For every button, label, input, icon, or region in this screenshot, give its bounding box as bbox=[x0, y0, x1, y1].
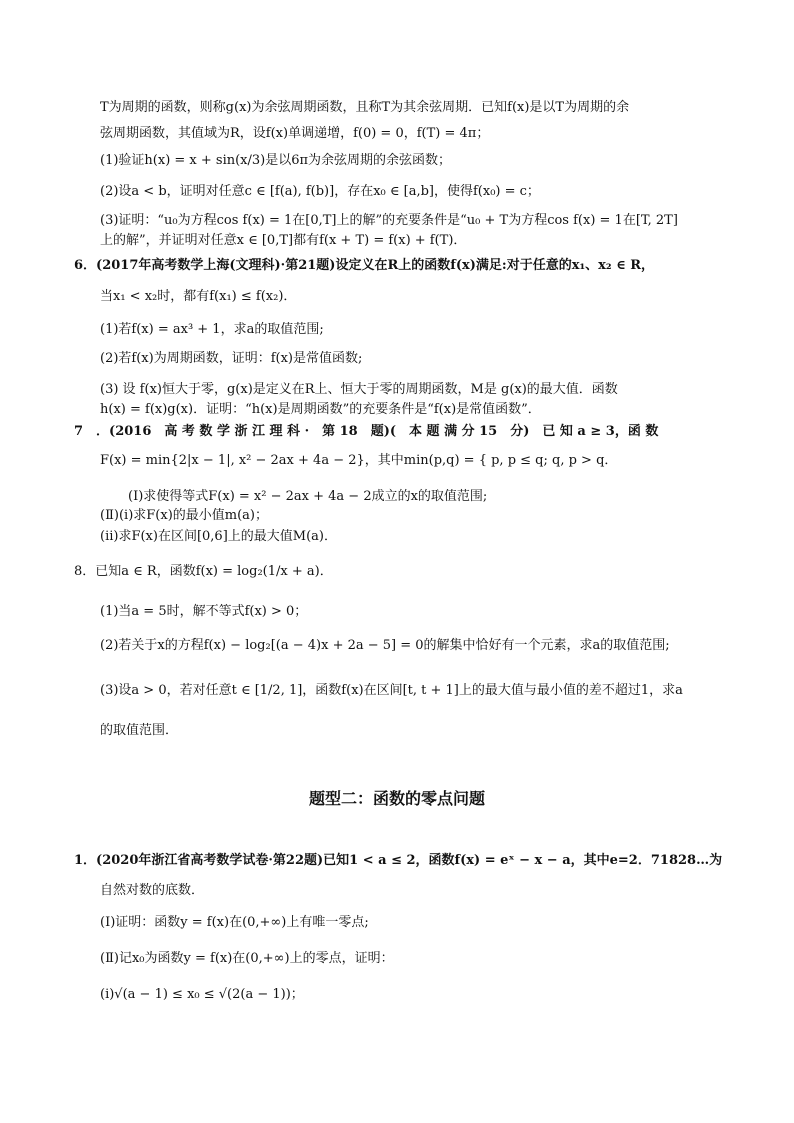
text-line: (1)验证h(x) = x + sin(x/3)是以6π为余弦周期的余弦函数； bbox=[100, 153, 452, 168]
text-line: 的取值范围． bbox=[100, 723, 179, 738]
text-line: (ⅱ)求F(x)在区间[0,6]上的最大值M(a)． bbox=[100, 529, 337, 544]
text-line: 弦周期函数，其值域为R，设f(x)单调递增，f(0) = 0，f(T) = 4π； bbox=[100, 126, 490, 141]
text-line: 8．已知a ∈ R，函数f(x) = log₂(1/x + a)． bbox=[74, 564, 333, 579]
section-title: 题型二：函数的零点问题 bbox=[308, 789, 485, 808]
text-line: F(x) = min{2|x − 1|, x² − 2ax + 4a − 2}，其中min(p,q) = { p, p ≤ q; q, p > q． bbox=[100, 453, 618, 468]
text-line: (2)设a < b，证明对任意c ∈ [f(a), f(b)]，存在x₀ ∈ [a,b]，使得f(x₀) = c； bbox=[100, 184, 540, 199]
text-line: T为周期的函数，则称g(x)为余弦周期函数，且称T为其余弦周期．已知f(x)是以T为周期的余 bbox=[100, 100, 630, 115]
text-line: (1)若f(x) = ax³ + 1，求a的取值范围; bbox=[100, 322, 324, 337]
text-line: (ⅰ)√(a − 1) ≤ x₀ ≤ √(2(a − 1))； bbox=[100, 987, 304, 1002]
text-line: (Ⅰ)求使得等式F(x) = x² − 2ax + 4a − 2成立的x的取值范围; bbox=[128, 489, 488, 504]
text-line: (3)证明：“u₀为方程cos f(x) = 1在[0,T]上的解”的充要条件是“u₀ + T为方程cos f(x) = 1在[T, 2T] bbox=[100, 213, 678, 228]
text-line: (3) 设 f(x)恒大于零，g(x)是定义在R上、恒大于零的周期函数，M是 g(x)的最大值．函数 bbox=[100, 382, 618, 397]
text-line: h(x) = f(x)g(x)．证明：“h(x)是周期函数”的充要条件是“f(x)是常值函数”． bbox=[100, 402, 541, 417]
text-line: 自然对数的底数． bbox=[100, 883, 205, 898]
text-line: (2)若f(x)为周期函数，证明：f(x)是常值函数; bbox=[100, 351, 363, 366]
text-line: 1．(2020年浙江省高考数学试卷·第22题)已知1 < a ≤ 2，函数f(x) = eˣ − x − a，其中e=2．71828…为 bbox=[74, 853, 723, 868]
text-line: (3)设a > 0，若对任意t ∈ [1/2, 1]，函数f(x)在区间[t, t + 1]上的最大值与最小值的差不超过1，求a bbox=[100, 683, 683, 698]
text-line: (Ⅱ)(ⅰ)求F(x)的最小值m(a)； bbox=[100, 508, 268, 523]
text-line: 当x₁ < x₂时，都有f(x₁) ≤ f(x₂)． bbox=[100, 289, 297, 304]
text-line: 6．(2017年高考数学上海(文理科)·第21题)设定义在R上的函数f(x)满足:对于任意的x₁、x₂ ∈ R， bbox=[74, 258, 655, 273]
text-line: (1)当a = 5时，解不等式f(x) > 0； bbox=[100, 604, 308, 619]
text-line: (Ⅰ)证明：函数y = f(x)在(0,+∞)上有唯一零点; bbox=[100, 915, 369, 930]
text-line: (2)若关于x的方程f(x) − log₂[(a − 4)x + 2a − 5] = 0的解集中恰好有一个元素，求a的取值范围; bbox=[100, 638, 670, 653]
text-line: (Ⅱ)记x₀为函数y = f(x)在(0,+∞)上的零点，证明： bbox=[100, 951, 394, 966]
text-line: 上的解”，并证明对任意x ∈ [0,T]都有f(x + T) = f(x) + f(T)． bbox=[100, 233, 467, 248]
text-line: 7 ．(2016 高 考 数 学 浙 江 理 科 · 第 18 题)( 本 题 满 分 15 分) 已 知 a ≥ 3，函 数 bbox=[74, 424, 659, 439]
